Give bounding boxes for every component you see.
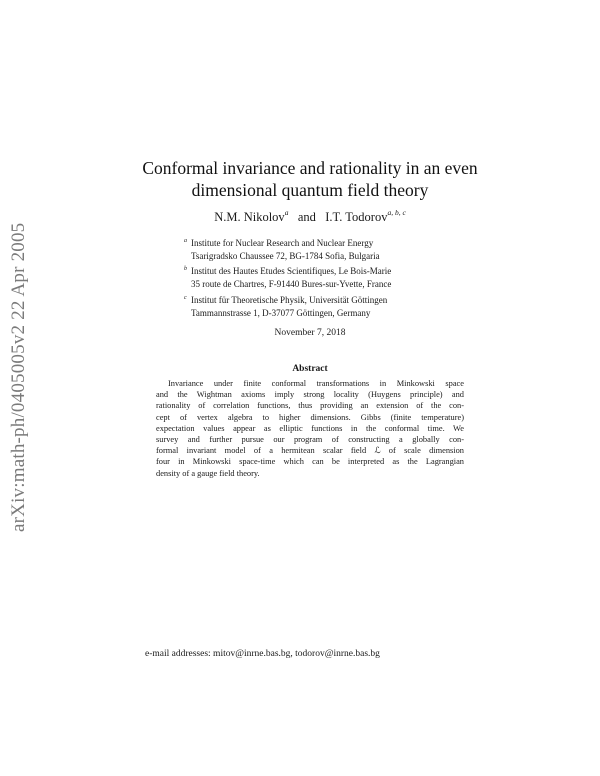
affiliation-line: Institut des Hautes Etudes Scientifiques, Le Bois-Marie — [191, 266, 392, 276]
author-list — [100, 209, 520, 225]
email-addresses: e-mail addresses: mitov@inrne.bas.bg, todorov@inrne.bas.bg — [145, 649, 380, 659]
affiliation-mark: a — [184, 238, 187, 244]
paper-title-line-1: Conformal invariance and rationality in an even — [142, 158, 478, 178]
paper-date: November 7, 2018 — [274, 328, 346, 338]
abstract-line: formal invariant model of a hermitean scalar field ℒ of scale dimension — [156, 446, 464, 456]
author-conjunction: and — [297, 210, 316, 225]
affiliation-line: 35 route de Chartres, F-91440 Bures-sur-Yvette, France — [191, 279, 392, 289]
abstract-line: Invariance under finite conformal transformations in Minkowski space — [168, 379, 464, 388]
affiliation-mark: b — [184, 266, 187, 272]
abstract-line: rationality of correlation functions, thus providing an extension of the con- — [156, 401, 464, 411]
abstract-heading: Abstract — [292, 364, 328, 374]
abstract-line: cept of vertex algebra to higher dimensions. Gibbs (finite temperature) — [156, 412, 464, 422]
abstract-line: four in Minkowski space-time which can be interpreted as the Lagrangian — [156, 457, 464, 467]
abstract-line: survey and further pursue our program of constructing a globally con- — [156, 435, 464, 445]
arxiv-identifier: arXiv:math-ph/0405005v2 22 Apr 2005 — [8, 222, 29, 532]
affiliation-line: Institut für Theoretische Physik, Universität Göttingen — [191, 295, 388, 305]
affiliation — [184, 237, 444, 263]
author-affiliation-mark: a — [284, 208, 289, 217]
author-name: N.M. Nikolov — [214, 210, 285, 225]
paper-title-line-2: dimensional quantum field theory — [191, 180, 429, 200]
author-name: I.T. Todorov — [325, 210, 388, 225]
affiliation-mark: c — [184, 295, 187, 301]
affiliation-line: Tsarigradsko Chaussee 72, BG-1784 Sofia, Bulgaria — [191, 251, 380, 261]
abstract-line: density of a gauge field theory. — [156, 468, 260, 478]
abstract-line: and the Wightman axioms imply strong locality (Huygens principle) and — [156, 390, 464, 400]
affiliation — [184, 265, 444, 291]
abstract-line: expectation values appear as elliptic functions in the conformal time. We — [156, 423, 464, 433]
affiliation-line: Tammannstrasse 1, D-37077 Göttingen, Germany — [191, 308, 371, 318]
affiliation-line: Institute for Nuclear Research and Nuclear Energy — [191, 238, 374, 248]
affiliation — [184, 294, 444, 320]
author-affiliation-mark: a, b, c — [387, 208, 406, 217]
abstract-body — [156, 378, 464, 479]
